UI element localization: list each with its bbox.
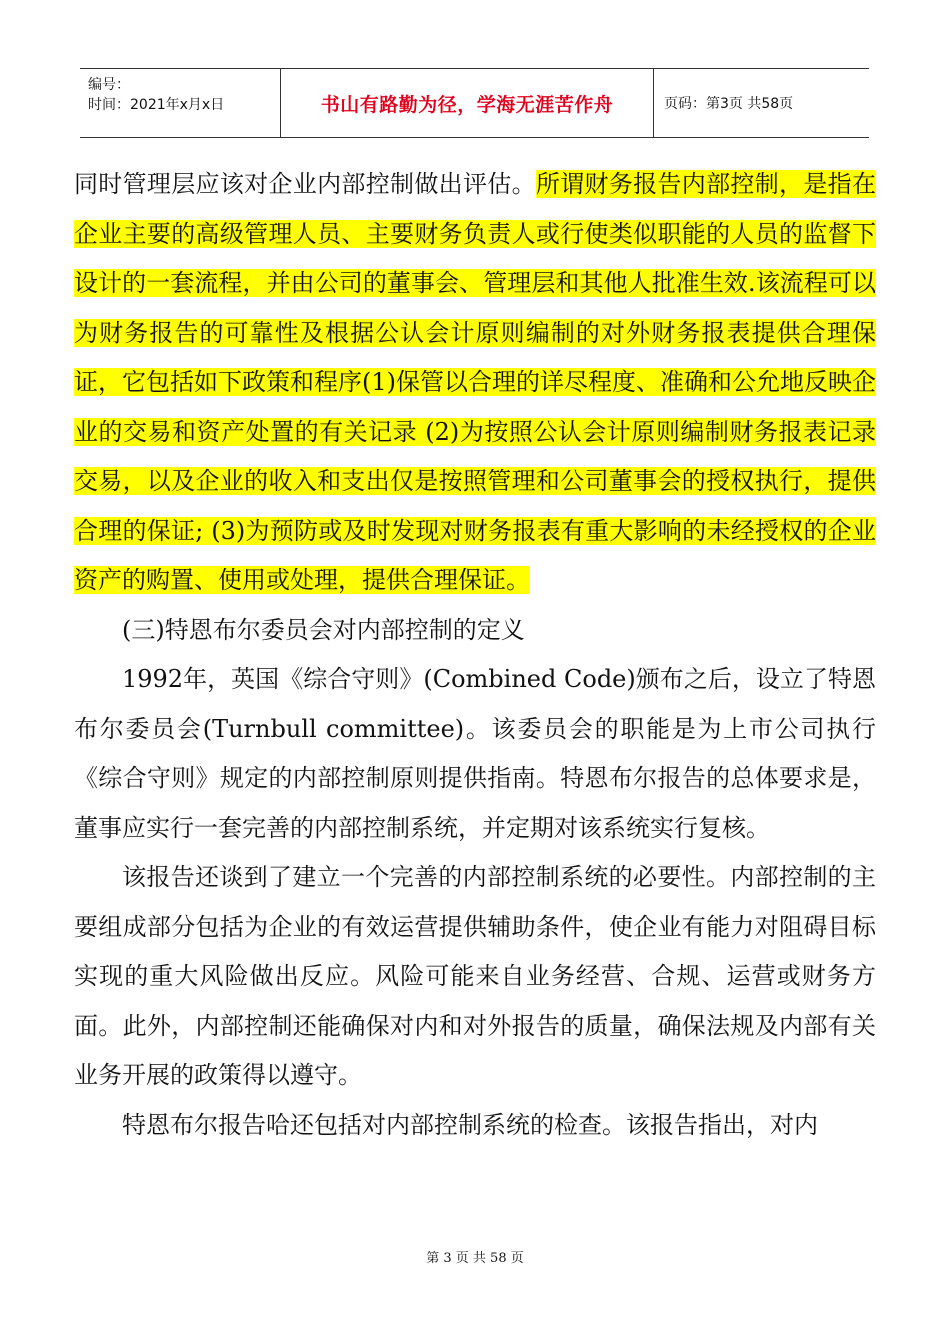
- paragraph-turnbull-committee: 1992年，英国《综合守则》(Combined Code)颁布之后，设立了特恩布尔委员会(Turnbull committee)。该委员会的职能是为上市公司执行《综合守则》规定的内部控制原则提供指南。特恩布尔报告的总体要求是，董事应实行一套完善的内部控制系统，并定期对该系统实行复核。: [74, 665, 876, 842]
- header-motto-cell: [281, 69, 654, 137]
- header-page-number: 页码：第3页 共58页: [664, 96, 794, 112]
- header-page-cell: [654, 69, 869, 137]
- document-date-label: 时间：2021年x月x日: [88, 97, 225, 113]
- paragraph-turnbull-review: 特恩布尔报告哈还包括对内部控制系统的检查。该报告指出，对内: [122, 1110, 818, 1139]
- paragraph-financial-reporting-control: [74, 160, 876, 606]
- highlighted-definition: 所谓财务报告内部控制，是指在企业主要的高级管理人员、主要财务负责人或行使类似职能的人员的监督下设计的一套流程，并由公司的董事会、管理层和其他人批准生效.该流程可以为财务报告的可靠性及根据公认会计原则编制的对外财务报表提供合理保证，它包括如下政策和程序(1)保管以合理的详尽程度、准确和公允地反映企业的交易和资产处置的有关记录 (2)为按照公认会计原则编制财务报表记录交易，以及企业的收入和支出仅是按照管理和公司董事会的授权执行，提供合理的保证; (3)为预防或及时发现对财务报表有重大影响的未经授权的企业资产的购置、使用或处理，提供合理保证。: [74, 170, 876, 594]
- paragraph-plain-text: 同时管理层应该对企业内部控制做出评估。: [74, 170, 536, 198]
- header-motto: 书山有路勤为径，学海无涯苦作舟: [320, 93, 614, 116]
- page-footer: 第 3 页 共 58 页: [426, 1251, 524, 1266]
- document-body: [74, 160, 876, 1150]
- page-header: [80, 68, 869, 138]
- document-number-label: 编号：: [88, 77, 130, 93]
- header-meta-cell: [80, 69, 281, 137]
- paragraph-internal-control-necessity: 该报告还谈到了建立一个完善的内部控制系统的必要性。内部控制的主要组成部分包括为企业的有效运营提供辅助条件，使企业有能力对阻碍目标实现的重大风险做出反应。风险可能来自业务经营、合规、运营或财务方面。此外，内部控制还能确保对内和对外报告的质量，确保法规及内部有关业务开展的政策得以遵守。: [74, 863, 876, 1089]
- section-heading-turnbull: (三)特恩布尔委员会对内部控制的定义: [122, 615, 525, 644]
